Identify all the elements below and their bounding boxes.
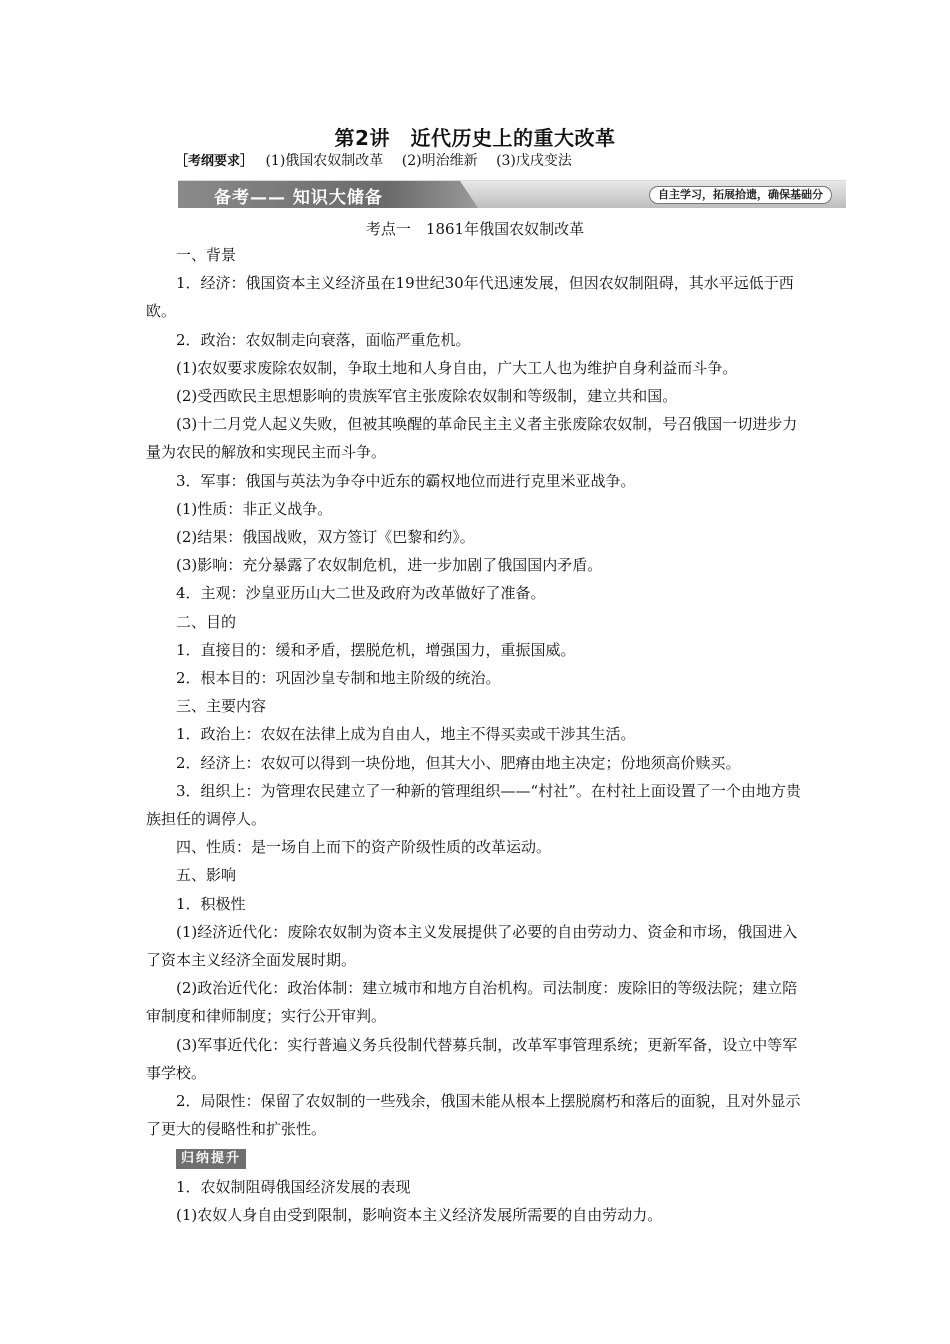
paragraph: 2．经济上：农奴可以得到一块份地，但其大小、肥瘠由地主决定；份地须高价赎买。: [176, 753, 741, 772]
syllabus-tag: ［考纲要求］: [175, 154, 254, 169]
paragraph: (2)受西欧民主思想影响的贵族军官主张废除农奴制和等级制，建立共和国。: [176, 387, 678, 406]
summary-badge: 归纳提升: [176, 1149, 246, 1169]
paragraph: (2)政治近代化：政治体制：建立城市和地方自治机构。司法制度：废除旧的等级法院；建立陪审制度和律师制度；实行公开审判。: [146, 979, 798, 1026]
paragraph: 1．积极性: [176, 894, 246, 913]
banner-title: 备考—— 知识大储备: [214, 188, 383, 208]
paragraph: 四、性质：是一场自上而下的资产阶级性质的改革运动。: [176, 838, 552, 857]
document-body: [146, 241, 806, 1229]
requirement-item: (1)俄国农奴制改革: [265, 153, 384, 169]
section-banner: [178, 180, 846, 208]
paragraph: (1)性质：非正义战争。: [176, 499, 333, 518]
paragraph: 3．组织上：为管理农民建立了一种新的管理组织——“村社”。在村社上面设置了一个由地方贵族担任的调停人。: [146, 781, 801, 829]
paragraph: 二、目的: [176, 612, 237, 631]
requirement-item: (2)明治维新: [401, 153, 478, 169]
paragraph: 1．直接目的：缓和矛盾，摆脱危机，增强国力，重振国威。: [176, 640, 576, 659]
paragraph: (1)农奴要求废除农奴制，争取土地和人身自由，广大工人也为维护自身利益而斗争。: [176, 358, 738, 377]
paragraph: 3．军事：俄国与英法为争夺中近东的霸权地位而进行克里米亚战争。: [176, 471, 636, 490]
paragraph: 2．政治：农奴制走向衰落，面临严重危机。: [176, 330, 471, 349]
paragraph: 一、背景: [176, 246, 237, 264]
paragraph: 2．根本目的：巩固沙皇专制和地主阶级的统治。: [176, 669, 501, 688]
paragraph: 4．主观：沙皇亚历山大二世及政府为改革做好了准备。: [176, 584, 546, 603]
paragraph: 1．政治上：农奴在法律上成为自由人，地主不得买卖或干涉其生活。: [176, 725, 636, 744]
paragraph: (3)军事近代化：实行普遍义务兵役制代替募兵制，改革军事管理系统；更新军备，设立中等军事学校。: [146, 1035, 798, 1082]
paragraph: (1)经济近代化：废除农奴制为资本主义发展提供了必要的自由劳动力、资金和市场，俄国进入了资本主义经济全面发展时期。: [146, 922, 798, 970]
syllabus-requirements: [175, 150, 586, 170]
summary-row: [146, 1144, 806, 1173]
paragraph: (3)影响：充分暴露了农奴制危机，进一步加剧了俄国国内矛盾。: [176, 556, 603, 575]
section-heading: 考点一 1861年俄国农奴制改革: [365, 220, 585, 238]
paragraph: 1．经济：俄国资本主义经济虽在19世纪30年代迅速发展，但因农奴制阻碍，其水平远低于西欧。: [146, 274, 794, 321]
banner-tagline: 自主学习，拓展拾遗，确保基础分: [649, 186, 832, 204]
paragraph: 三、主要内容: [176, 697, 267, 716]
page-title: 第2讲 近代历史上的重大改革: [334, 126, 616, 150]
paragraph: 2．局限性：保留了农奴制的一些残余，俄国未能从根本上摆脱腐朽和落后的面貌，且对外显示了更大的侵略性和扩张性。: [146, 1092, 801, 1139]
summary-item: 1．农奴制阻碍俄国经济发展的表现: [176, 1177, 411, 1196]
paragraph: 五、影响: [176, 866, 237, 885]
requirement-item: (3)戊戌变法: [496, 153, 572, 169]
paragraph: (3)十二月党人起义失败，但被其唤醒的革命民主主义者主张废除农奴制，号召俄国一切进步力量为农民的解放和实现民主而斗争。: [146, 415, 798, 462]
paragraph: (2)结果：俄国战败，双方签订《巴黎和约》。: [176, 528, 475, 547]
summary-item: (1)农奴人身自由受到限制，影响资本主义经济发展所需要的自由劳动力。: [176, 1205, 663, 1224]
